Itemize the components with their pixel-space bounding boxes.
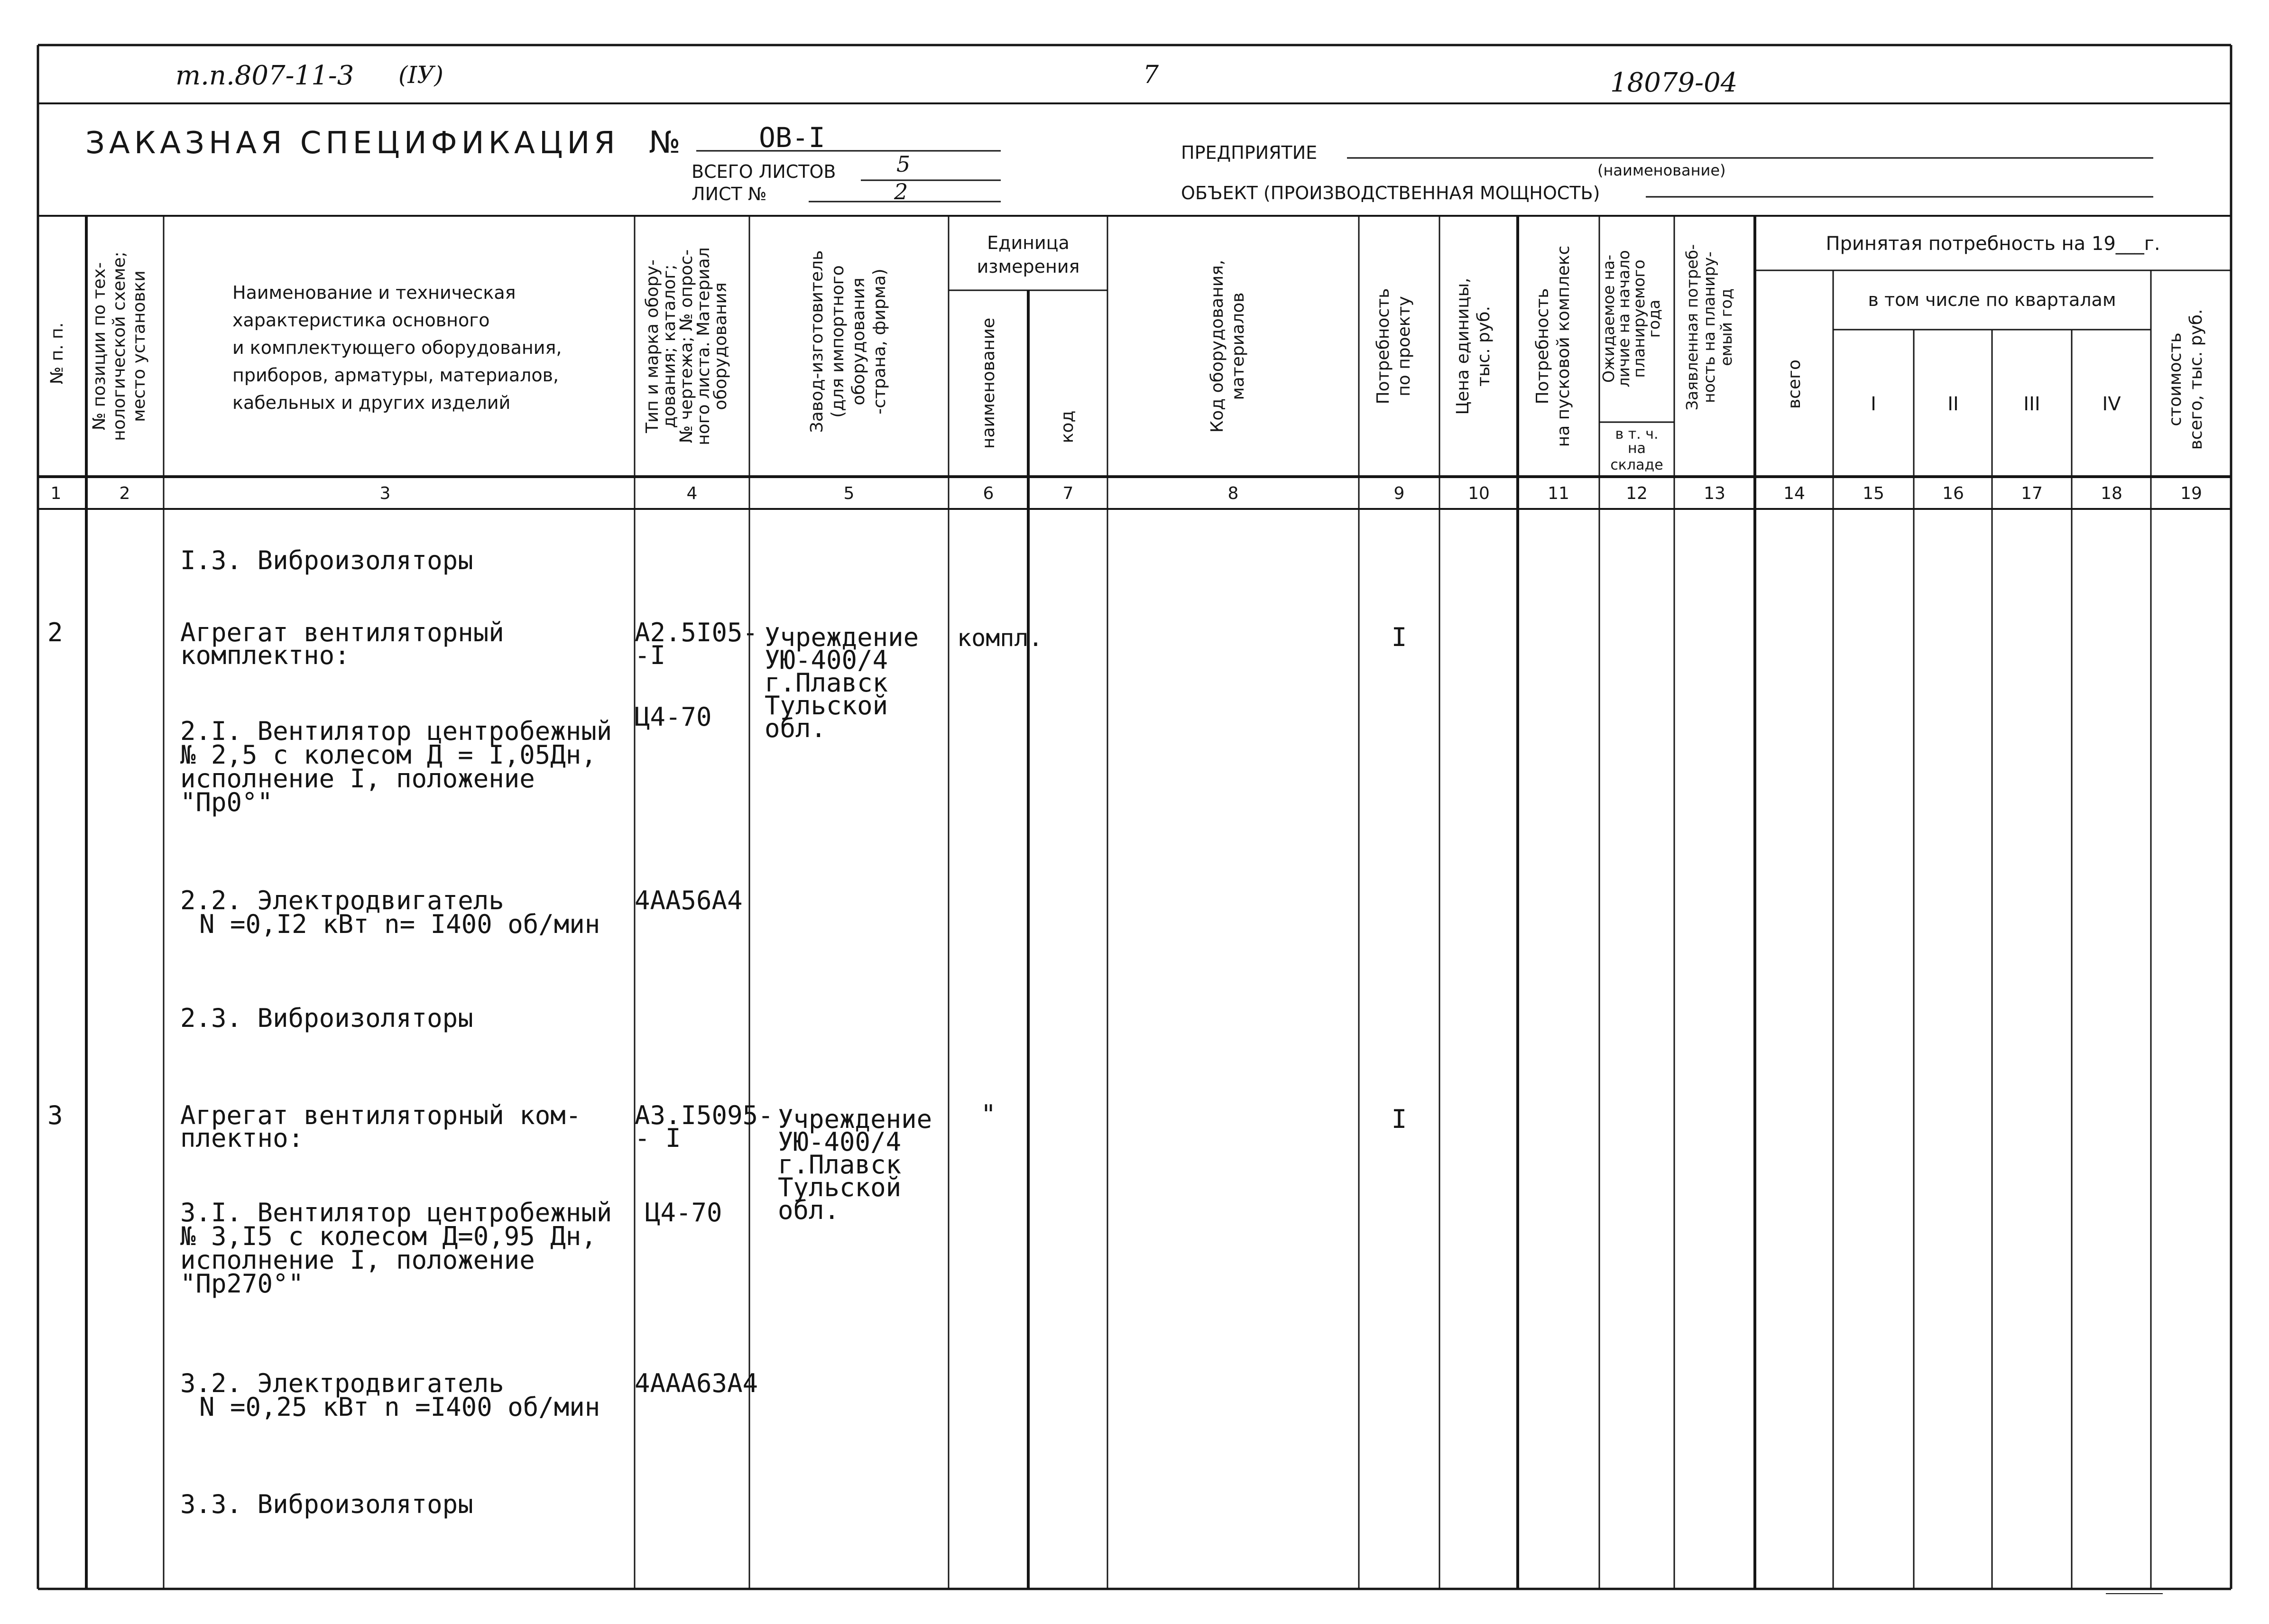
item-2-factory-5: обл. — [765, 713, 827, 743]
svg-text:оборудования: оборудования — [849, 277, 868, 406]
item-3-1-name-4: "Пр270°" — [180, 1269, 304, 1299]
spec-number-value: ОВ-I — [759, 121, 825, 154]
header-col-1: № п. п. — [47, 322, 67, 385]
item-3-factory-5: обл. — [778, 1195, 840, 1225]
colnum-19: 19 — [2180, 484, 2202, 503]
header-col-12 — [1599, 250, 1663, 387]
svg-text:нологической схеме;: нологической схеме; — [110, 251, 129, 441]
colnum-18: 18 — [2101, 484, 2122, 503]
section-3-3: 3.3. Виброизоляторы — [180, 1489, 473, 1519]
svg-text:материалов: материалов — [1228, 292, 1248, 400]
svg-text:I: I — [1871, 393, 1876, 415]
table-grid — [38, 45, 2231, 1594]
svg-text:тыс. руб.: тыс. руб. — [1474, 306, 1494, 387]
svg-text:кабельных и других изделий: кабельных и других изделий — [232, 392, 511, 413]
svg-text:№ позиции по тех-: № позиции по тех- — [90, 262, 109, 431]
section-1-3: I.3. Виброизоляторы — [180, 545, 473, 575]
doc-code: т.п.807-11-3 — [175, 60, 354, 91]
svg-text:в т. ч.: в т. ч. — [1615, 426, 1659, 443]
svg-text:место установки: место установки — [129, 270, 149, 422]
item-2-type-1: А2.5I05- — [635, 618, 758, 647]
spec-title: ЗАКАЗНАЯ СПЕЦИФИКАЦИЯ — [85, 126, 619, 161]
header-col-19 — [2166, 309, 2206, 450]
item-3-factory-2: УЮ-400/4 — [778, 1127, 902, 1157]
svg-text:Тип и марка обору-: Тип и марка обору- — [643, 259, 662, 433]
item-3-name-2: плектно: — [180, 1123, 304, 1153]
svg-text:складе: складе — [1610, 457, 1663, 473]
doc-suffix: (IУ) — [398, 61, 443, 89]
item-3-unit: " — [980, 1099, 996, 1129]
header-col-11 — [1533, 246, 1573, 447]
header-col-4 — [643, 247, 730, 445]
item-2-1-name-1: 2.I. Вентилятор центробежный — [180, 716, 612, 746]
colnum-14: 14 — [1783, 484, 1805, 503]
sheet-number-value: 2 — [894, 179, 908, 204]
section-2-3: 2.3. Виброизоляторы — [180, 1003, 473, 1033]
item-2-type-2: -I — [635, 640, 666, 670]
item-3-1-name-2: № 3,I5 с колесом Д=0,95 Дн, — [180, 1221, 597, 1251]
colnum-4: 4 — [686, 484, 698, 503]
item-2-name-1: Агрегат вентиляторный — [180, 618, 504, 647]
header-col-6: наименование — [979, 317, 998, 449]
item-3-1-name-1: 3.I. Вентилятор центробежный — [180, 1198, 612, 1227]
item-2-2-name-2: N =0,I2 кВт n= I400 об/мин — [199, 909, 600, 939]
header-col-8 — [1208, 260, 1248, 433]
header-col-7: код — [1058, 410, 1077, 443]
sheet-number-label: ЛИСТ № — [692, 184, 767, 204]
svg-text:Наименование и техническая: Наименование и техническая — [232, 282, 516, 303]
svg-text:планируемого: планируемого — [1630, 259, 1648, 378]
svg-text:характеристика основного: характеристика основного — [232, 310, 490, 331]
spec-body — [47, 545, 1407, 1519]
item-2-factory-2: УЮ-400/4 — [765, 645, 888, 675]
svg-text:Ожидаемое на-: Ожидаемое на- — [1599, 254, 1618, 383]
total-sheets-value: 5 — [896, 151, 911, 177]
sheet-code: 18079-04 — [1610, 67, 1738, 98]
header-col-9 — [1374, 288, 1414, 405]
svg-text:Код оборудования,: Код оборудования, — [1208, 259, 1227, 433]
svg-text:ного листа. Материал: ного листа. Материал — [694, 247, 713, 445]
enterprise-label: ПРЕДПРИЯТИЕ — [1181, 142, 1318, 163]
item-3-name-1: Агрегат вентиляторный ком- — [180, 1100, 581, 1130]
item-2-unit: компл. — [957, 624, 1043, 652]
colnum-9: 9 — [1393, 484, 1405, 503]
svg-text:III: III — [2023, 393, 2040, 415]
page-number: 7 — [1143, 61, 1159, 89]
total-sheets-label: ВСЕГО ЛИСТОВ — [692, 161, 836, 182]
column-number-row — [51, 484, 2202, 503]
colnum-1: 1 — [50, 484, 62, 503]
svg-text:II: II — [1947, 393, 1959, 415]
svg-text:Завод-изготовитель: Завод-изготовитель — [807, 250, 827, 433]
item-2-1-name-4: "Пр0°" — [180, 787, 273, 817]
header-quarter-numbers — [1871, 393, 2121, 415]
item-3-1-type: Ц4-70 — [645, 1198, 722, 1227]
header-accepted: Принятая потребность на 19___г. — [1826, 233, 2160, 255]
colnum-5: 5 — [843, 484, 855, 503]
item-2-1-name-2: № 2,5 с колесом Д = I,05Дн, — [180, 740, 597, 770]
colnum-2: 2 — [119, 484, 130, 503]
svg-text:Заявленная потреб-: Заявленная потреб- — [1683, 244, 1701, 411]
item-2-factory-3: г.Плавск — [765, 668, 888, 698]
item-3-2-name-1: 3.2. Электродвигатель — [180, 1368, 504, 1398]
svg-text:года: года — [1645, 299, 1663, 338]
svg-text:на: на — [1628, 440, 1646, 457]
item-3-need: I — [1391, 1104, 1407, 1134]
svg-text:Потребность: Потребность — [1374, 288, 1393, 405]
svg-text:стоимость: стоимость — [2166, 332, 2185, 426]
svg-text:(для импортного: (для импортного — [828, 265, 848, 418]
item-2-2-name-1: 2.2. Электродвигатель — [180, 886, 504, 915]
header-col-2 — [90, 251, 149, 441]
svg-text:дования; каталог;: дования; каталог; — [660, 264, 679, 428]
item-3-factory-3: г.Плавск — [778, 1150, 902, 1180]
item-2-num: 2 — [47, 618, 63, 647]
item-2-factory-1: Учреждение — [765, 622, 919, 652]
item-3-1-name-3: исполнение I, положение — [180, 1245, 535, 1275]
colnum-15: 15 — [1863, 484, 1884, 503]
svg-text:по проекту: по проекту — [1394, 296, 1414, 397]
svg-text:№ чертежа; № опрос-: № чертежа; № опрос- — [677, 249, 696, 443]
svg-text:IV: IV — [2102, 393, 2121, 415]
svg-text:Единица: Единица — [987, 232, 1070, 253]
item-2-need: I — [1391, 622, 1407, 652]
svg-text:Цена единицы,: Цена единицы, — [1453, 277, 1473, 415]
item-2-factory-4: Тульской — [765, 691, 888, 720]
colnum-11: 11 — [1548, 484, 1569, 503]
item-2-1-name-3: исполнение I, положение — [180, 764, 535, 794]
svg-text:на пусковой комплекс: на пусковой комплекс — [1554, 245, 1573, 447]
svg-text:емый год: емый год — [1717, 288, 1735, 366]
item-3-2-type: 4ААА63А4 — [635, 1368, 758, 1398]
item-3-factory-1: Учреждение — [778, 1104, 932, 1134]
item-3-2-name-2: N =0,25 кВт n =I400 об/мин — [199, 1392, 600, 1422]
colnum-3: 3 — [379, 484, 391, 503]
svg-text:приборов, арматуры, материалов: приборов, арматуры, материалов, — [232, 365, 559, 386]
item-3-factory-4: Тульской — [778, 1172, 902, 1202]
svg-text:ность на планиру-: ность на планиру- — [1700, 251, 1718, 403]
item-3-type-2: - I — [635, 1123, 681, 1153]
header-quarters: в том числе по кварталам — [1868, 289, 2116, 310]
name-hint: (наименование) — [1597, 161, 1726, 179]
colnum-13: 13 — [1704, 484, 1725, 503]
header-col-5 — [807, 250, 889, 433]
item-2-2-type: 4АА56А4 — [635, 886, 743, 915]
colnum-6: 6 — [983, 484, 994, 503]
header-col-12-sub — [1610, 426, 1663, 473]
svg-text:всего, тыс. руб.: всего, тыс. руб. — [2186, 309, 2206, 450]
svg-text:оборудования: оборудования — [711, 282, 730, 410]
header-col-14: всего — [1785, 359, 1804, 409]
header-unit-group — [977, 232, 1080, 277]
header-col-3 — [232, 282, 562, 413]
colnum-7: 7 — [1062, 484, 1074, 503]
header-col-13 — [1683, 244, 1735, 410]
object-label: ОБЪЕКТ (ПРОИЗВОДСТВЕННАЯ МОЩНОСТЬ) — [1181, 183, 1600, 203]
colnum-10: 10 — [1468, 484, 1490, 503]
svg-text:-страна, фирма): -страна, фирма) — [870, 268, 889, 415]
item-3-num: 3 — [47, 1100, 63, 1130]
colnum-8: 8 — [1227, 484, 1239, 503]
colnum-17: 17 — [2021, 484, 2043, 503]
colnum-16: 16 — [1942, 484, 1964, 503]
item-3-type-1: А3.I5095- — [635, 1100, 774, 1130]
header-col-10 — [1453, 278, 1494, 415]
svg-text:личие на начало: личие на начало — [1614, 250, 1633, 388]
item-2-name-2: комплектно: — [180, 640, 350, 670]
spec-number-label: № — [649, 125, 681, 160]
item-2-1-type: Ц4-70 — [635, 702, 712, 732]
svg-text:измерения: измерения — [977, 256, 1080, 277]
svg-text:Потребность: Потребность — [1533, 288, 1552, 405]
svg-text:и комплектующего оборудования,: и комплектующего оборудования, — [232, 337, 562, 358]
colnum-12: 12 — [1626, 484, 1648, 503]
